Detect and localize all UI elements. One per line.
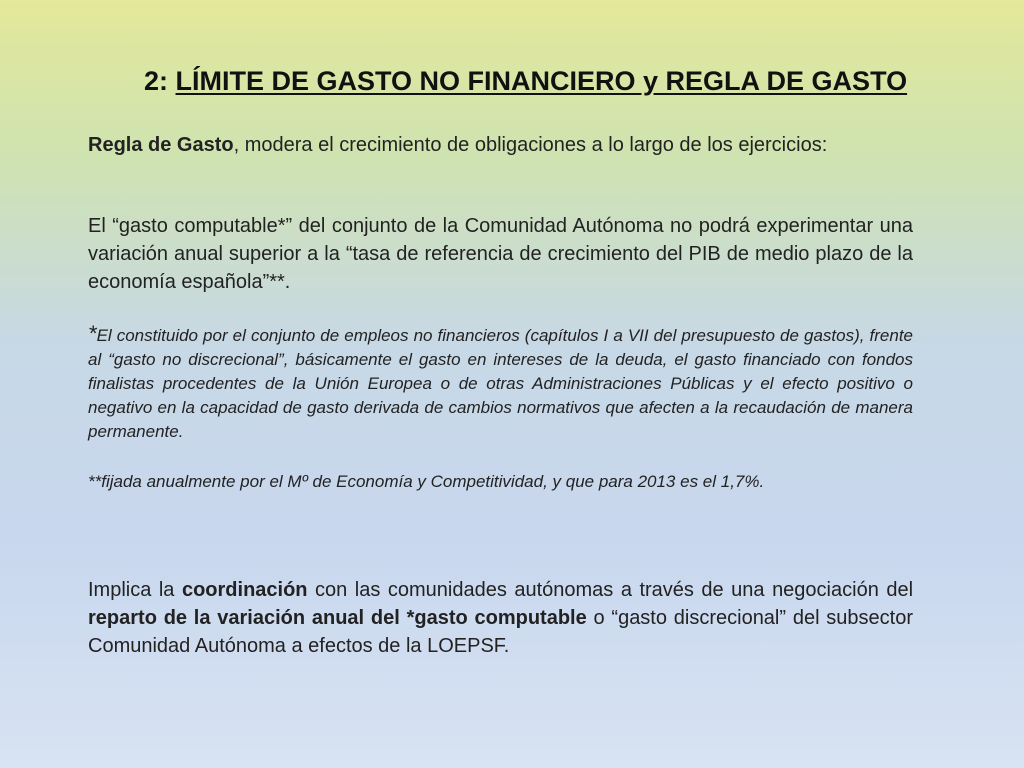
coordinacion-part2: con las comunidades autónomas a través de una negociación del bbox=[307, 579, 914, 601]
title-prefix: 2: bbox=[144, 66, 176, 96]
gasto-computable-paragraph: El “gasto computable*” del conjunto de la Comunidad Autónoma no podrá experimentar una variación anual superior a la “tasa de referencia de crecimiento del PIB de medio plazo de la economía española”**. bbox=[88, 215, 913, 293]
coordinacion-bold2: reparto de la variación anual del *gasto computable bbox=[88, 607, 587, 629]
regla-de-gasto-lead: Regla de Gasto bbox=[88, 134, 234, 156]
slide-title bbox=[144, 66, 944, 97]
title-underlined-text: LÍMITE DE GASTO NO FINANCIERO y REGLA DE GASTO bbox=[175, 66, 908, 96]
regla-de-gasto-text: , modera el crecimiento de obligaciones a lo largo de los ejercicios: bbox=[233, 134, 828, 156]
coordinacion-paragraph bbox=[88, 576, 913, 660]
regla-de-gasto-paragraph bbox=[88, 132, 913, 159]
coordinacion-part1: Implica la bbox=[88, 579, 182, 601]
coordinacion-part3: o “gasto discrecional” del subsector Comunidad Autónoma a efectos de la LOEPSF. bbox=[88, 607, 914, 657]
footnote-gasto-computable-text: El constituido por el conjunto de empleos no financieros (capítulos I a VII del presupuesto de gastos), frente al “gasto no discrecional”, básicamente el gasto en intereses de la deuda, el gasto financiado con fondos finalistas procedentes de la Unión Europea o de otras Administraciones Públicas y el efecto positivo o negativo en la capacidad de gasto derivada de cambios normativos que afecten a la recaudación de manera permanente. bbox=[88, 326, 913, 441]
footnote-gasto-computable bbox=[88, 322, 913, 444]
coordinacion-bold1: coordinación bbox=[181, 579, 308, 601]
footnote-star: * bbox=[88, 321, 97, 346]
footnote-tasa-referencia: **fijada anualmente por el Mº de Economía y Competitividad, y que para 2013 es el 1,7%. bbox=[88, 472, 765, 491]
